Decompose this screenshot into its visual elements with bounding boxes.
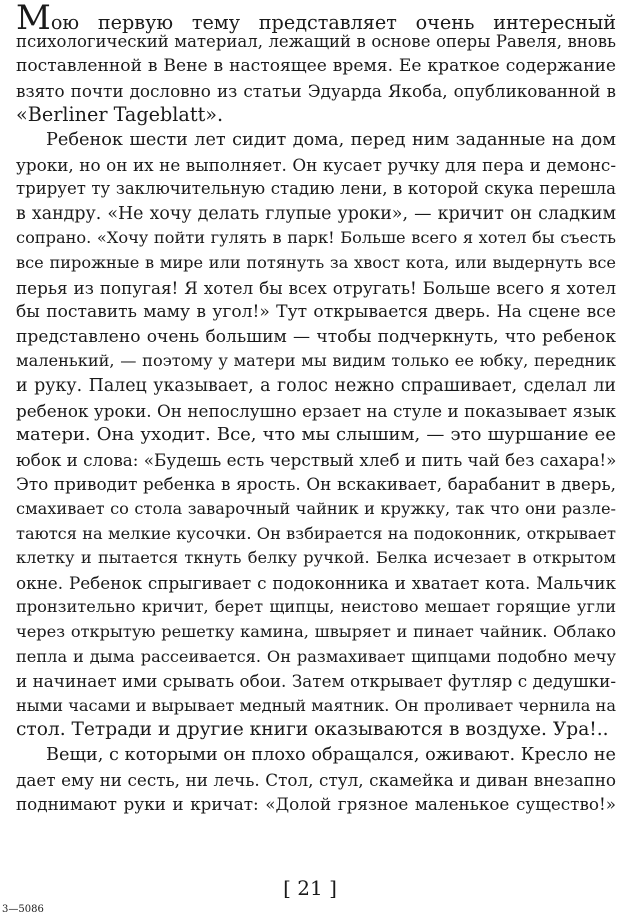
text-line-21: смахивает со стола заварочный чайник и кружку, так что они разле-: [16, 499, 616, 518]
text-line-27: пепла и дыма рассеивается. Он размахивает щипцами подобно мечу: [16, 646, 616, 666]
printer-signature-mark: 3—5086: [2, 904, 44, 915]
text-line-13: бы поставить маму в угол!» Тут открывается дверь. На сцене все: [16, 302, 616, 323]
text-line-4: взято почти дословно из статьи Эдуарда Якоба, опубликованной в: [16, 80, 616, 101]
page-number: [ 21 ]: [283, 876, 337, 900]
text-line-9: в хандру. «Не хочу делать глупые уроки», — кричит он сладким: [16, 203, 616, 224]
text-line-30: стол. Тетради и другие книги оказываются в воздухе. Ура!..: [16, 719, 609, 741]
drop-cap: М: [16, 0, 51, 38]
text-line-29: ными часами и вырывает медный маятник. Он проливает чернила на: [16, 695, 616, 715]
text-line-15: маленький, — поэтому у матери мы видим только ее юбку, передник: [16, 351, 616, 371]
text-line-20: Это приводит ребенка в ярость. Он вскакивает, барабанит в дверь,: [16, 474, 616, 495]
text-line-22: таются на мелкие кусочки. Он взбирается на подоконник, открывает: [16, 523, 616, 543]
text-line-8: трирует ту заключительную стадию лени, в которой скука перешла: [16, 179, 616, 199]
text-line-3: поставленной в Вене в настоящее время. Ее краткое содержание: [16, 56, 616, 77]
text-line-2: психологический материал, лежащий в основе оперы Равеля, вновь: [16, 31, 616, 51]
text-line-10: сопрано. «Хочу пойти гулять в парк! Больше всего я хотел бы съесть: [16, 228, 616, 248]
text-line-12: перья из попугая! Я хотел бы всех отругать! Больше всего я хотел: [16, 277, 616, 298]
text-line-25: пронзительно кричит, берет щипцы, неистово мешает горящие угли: [16, 597, 616, 617]
text-line-11: все пирожные в мире или потянуть за хвост кота, или выдернуть все: [16, 253, 616, 272]
text-line-33: поднимают руки и кричат: «Долой грязное маленькое существо!»: [16, 794, 616, 815]
text-line-19: юбок и слова: «Будешь есть черствый хлеб и пить чай без сахара!»: [16, 449, 617, 470]
text-line-32: дает ему ни сесть, ни лечь. Стол, стул, скамейка и диван внезапно: [16, 769, 616, 790]
text-line-18: матери. Она уходит. Все, что мы слышим, — это шуршание ее: [16, 424, 616, 446]
text-line-26: через открытую решетку камина, швыряет и пинает чайник. Облако: [16, 622, 616, 641]
text-line-5: «Berliner Tageblatt».: [16, 103, 224, 127]
text-line-17: ребенок уроки. Он непослушно ерзает на стуле и показывает язык: [16, 400, 616, 421]
text-line-31: Вещи, с которыми он плохо обращался, оживают. Кресло не: [46, 745, 616, 765]
text-line-1: Мою первую тему представляет очень интересный: [16, 0, 616, 38]
text-line-24: окне. Ребенок спрыгивает с подоконника и хватает кота. Мальчик: [16, 572, 616, 593]
text-line-14: представлено очень большим — чтобы подчеркнуть, что ребенок: [16, 326, 616, 347]
text-line-16: и руку. Палец указывает, а голос нежно спрашивает, сделал ли: [16, 376, 616, 396]
text-line-23: клетку и пытается ткнуть белку ручкой. Белка исчезает в открытом: [16, 548, 616, 568]
text-line-7: уроки, но он их не выполняет. Он кусает ручку для пера и демонс-: [16, 154, 616, 175]
text-line-6: Ребенок шести лет сидит дома, перед ним заданные на дом: [46, 130, 616, 150]
text-line-28: и начинает ими срывать обои. Затем открывает футляр с дедушки-: [16, 671, 616, 692]
